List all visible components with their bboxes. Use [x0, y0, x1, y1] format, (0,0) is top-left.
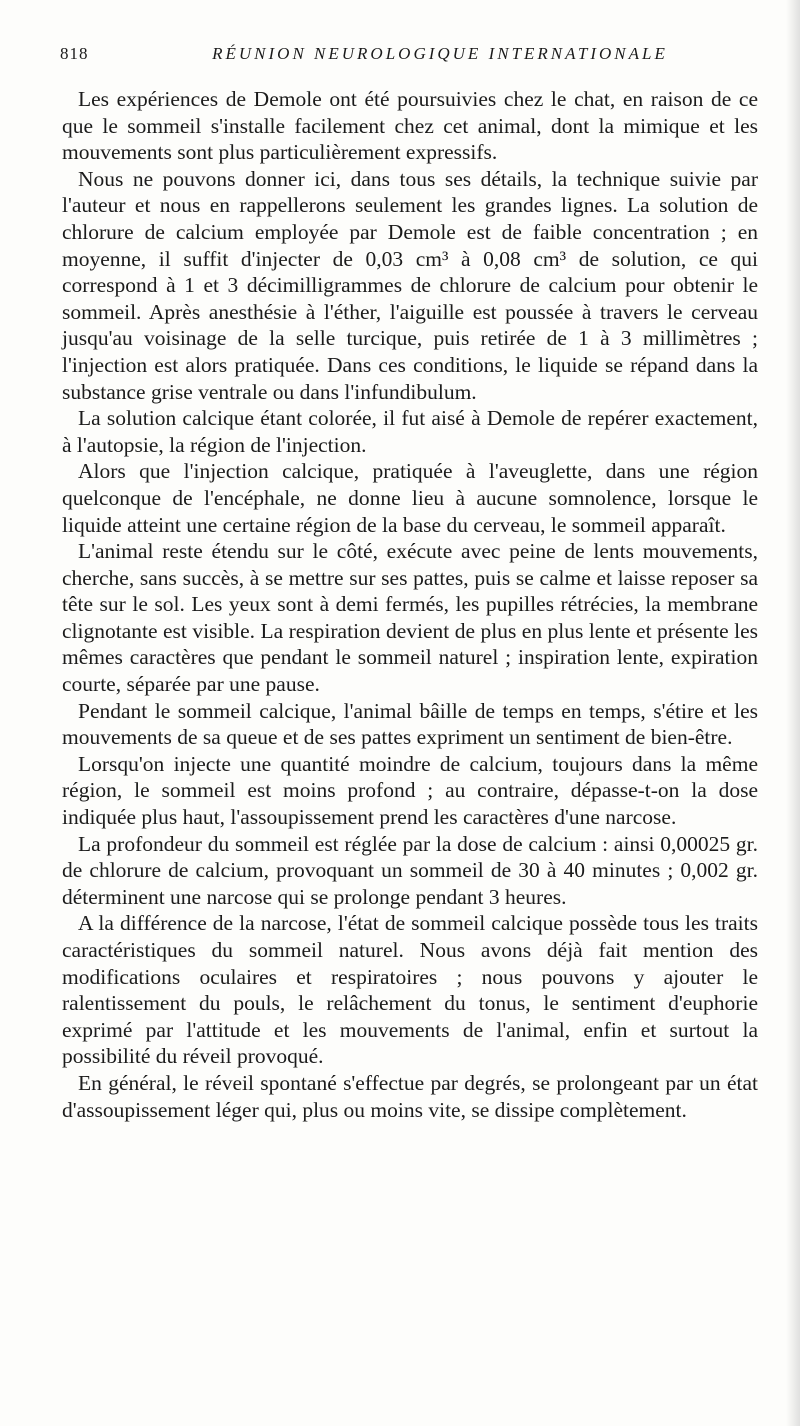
page-edge-shadow — [786, 0, 800, 1426]
paragraph: L'animal reste étendu sur le côté, exécute avec peine de lents mouvements, cherche, sans succès, à se mettre sur ses pattes, puis se calme et laisse reposer sa tête sur le sol. Les yeux sont à demi fermés, les pupilles rétrécies, la membrane clignotante est visible. La respiration devient de plus en plus lente et présente les mêmes caractères que pendant le sommeil naturel ; inspiration lente, expiration courte, séparée par une pause. — [62, 539, 758, 697]
body-text — [62, 86, 758, 1123]
running-head: RÉUNION NEUROLOGIQUE INTERNATIONALE — [212, 44, 668, 63]
paragraph: La profondeur du sommeil est réglée par la dose de calcium : ainsi 0,00025 gr. de chlorure de calcium, provoquant un sommeil de 30 à 40 minutes ; 0,002 gr. déterminent une narcose qui se prolonge pendant 3 heures. — [62, 831, 758, 909]
page-header — [60, 44, 760, 74]
paragraph: La solution calcique étant colorée, il fut aisé à Demole de repérer exactement, à l'autopsie, la région de l'injection. — [62, 406, 758, 457]
paragraph: En général, le réveil spontané s'effectue par degrés, se prolongeant par un état d'assoupissement léger qui, plus ou moins vite, se dissipe complètement. — [62, 1070, 758, 1122]
paragraph: Pendant le sommeil calcique, l'animal bâille de temps en temps, s'étire et les mouvements de sa queue et de ses pattes expriment un sentiment de bien-être. — [62, 698, 758, 750]
paragraph: Lorsqu'on injecte une quantité moindre de calcium, toujours dans la même région, le sommeil est moins profond ; au contraire, dépasse-t-on la dose indiquée plus haut, l'assoupissement prend les caractères d'une narcose. — [62, 751, 758, 830]
paragraph: Nous ne pouvons donner ici, dans tous ses détails, la technique suivie par l'auteur et nous en rappellerons seulement les grandes lignes. La solution de chlorure de calcium employée par Demole est de faible concentration ; en moyenne, il suffit d'injecter de 0,03 cm³ à 0,08 cm³ de solution, ce qui correspond à 1 et 3 décimilligrammes de chlorure de calcium pour obtenir le sommeil. Après anesthésie à l'éther, l'aiguille est poussée à travers le cerveau jusqu'au voisinage de la selle turcique, puis retirée de 1 à 3 millimètres ; l'injection est alors pratiquée. Dans ces conditions, le liquide se répand dans la substance grise ventrale ou dans l'infundibulum. — [62, 166, 758, 404]
paragraph: Alors que l'injection calcique, pratiquée à l'aveuglette, dans une région quelconque de l'encéphale, ne donne lieu à aucune somnolence, lorsque le liquide atteint une certaine région de la base du cerveau, le sommeil apparaît. — [62, 459, 758, 537]
paragraph: Les expériences de Demole ont été poursuivies chez le chat, en raison de ce que le sommeil s'installe facilement chez cet animal, dont la mimique et les mouvements sont plus particulièrement expressifs. — [62, 87, 758, 165]
paragraph: A la différence de la narcose, l'état de sommeil calcique possède tous les traits caractéristiques du sommeil naturel. Nous avons déjà fait mention des modifications oculaires et respiratoires ; nous pouvons y ajouter le ralentissement du pouls, le relâchement du tonus, le sentiment d'euphorie exprimé par l'attitude et les mouvements de l'animal, enfin et surtout la possibilité du réveil provoqué. — [62, 911, 758, 1069]
page-number: 818 — [60, 44, 89, 63]
